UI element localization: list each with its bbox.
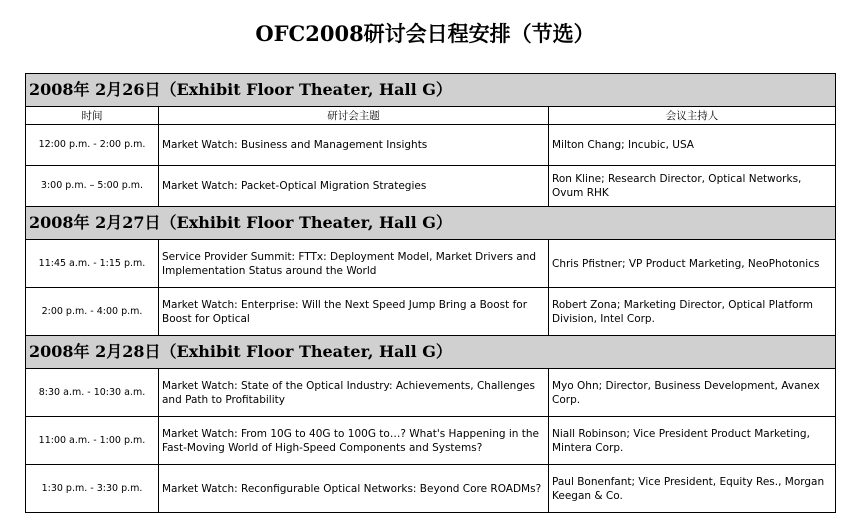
session-host: Chris Pfistner; VP Product Marketing, NeoPhotonics: [549, 240, 836, 288]
session-host: Robert Zona; Marketing Director, Optical Platform Division, Intel Corp.: [549, 288, 836, 336]
session-topic: Market Watch: Business and Management Insights: [159, 125, 549, 166]
table-row: [26, 369, 836, 417]
table-row: [26, 417, 836, 465]
column-header-topic: 研讨会主题: [159, 107, 549, 125]
session-host: Myo Ohn; Director, Business Development, Avanex Corp.: [549, 369, 836, 417]
session-topic: Market Watch: State of the Optical Industry: Achievements, Challenges and Path to Profitability: [159, 369, 549, 417]
session-host: Niall Robinson; Vice President Product Marketing, Mintera Corp.: [549, 417, 836, 465]
section-date-label: 2008年 2月28日（Exhibit Floor Theater, Hall G）: [26, 336, 836, 369]
session-time: 8:30 a.m. - 10:30 a.m.: [26, 369, 159, 417]
session-topic: Market Watch: Reconfigurable Optical Networks: Beyond Core ROADMs?: [159, 465, 549, 513]
session-host: Ron Kline; Research Director, Optical Networks, Ovum RHK: [549, 166, 836, 207]
section-date-label: 2008年 2月27日（Exhibit Floor Theater, Hall G）: [26, 207, 836, 240]
session-time: 11:45 a.m. - 1:15 p.m.: [26, 240, 159, 288]
section-header: [26, 74, 836, 107]
table-row: [26, 166, 836, 207]
session-topic: Service Provider Summit: FTTx: Deployment Model, Market Drivers and Implementation Status around the World: [159, 240, 549, 288]
session-time: 1:30 p.m. - 3:30 p.m.: [26, 465, 159, 513]
session-topic: Market Watch: From 10G to 40G to 100G to…? What's Happening in the Fast-Moving World of High-Speed Components and Systems?: [159, 417, 549, 465]
section-header: [26, 336, 836, 369]
section-date-label: 2008年 2月26日（Exhibit Floor Theater, Hall G）: [26, 74, 836, 107]
table-row: [26, 288, 836, 336]
session-time: 11:00 a.m. - 1:00 p.m.: [26, 417, 159, 465]
schedule-table: [25, 73, 836, 513]
session-time: 3:00 p.m. – 5:00 p.m.: [26, 166, 159, 207]
session-topic: Market Watch: Packet-Optical Migration Strategies: [159, 166, 549, 207]
section-header: [26, 207, 836, 240]
table-row: [26, 240, 836, 288]
session-host: Milton Chang; Incubic, USA: [549, 125, 836, 166]
column-header-host: 会议主持人: [549, 107, 836, 125]
session-time: 12:00 p.m. - 2:00 p.m.: [26, 125, 159, 166]
session-time: 2:00 p.m. - 4:00 p.m.: [26, 288, 159, 336]
column-header-time: 时间: [26, 107, 159, 125]
column-header-row: [26, 107, 836, 125]
table-row: [26, 465, 836, 513]
table-row: [26, 125, 836, 166]
session-host: Paul Bonenfant; Vice President, Equity Res., Morgan Keegan & Co.: [549, 465, 836, 513]
page-title: OFC2008研讨会日程安排（节选）: [255, 21, 595, 46]
session-topic: Market Watch: Enterprise: Will the Next Speed Jump Bring a Boost for Boost for Optical: [159, 288, 549, 336]
